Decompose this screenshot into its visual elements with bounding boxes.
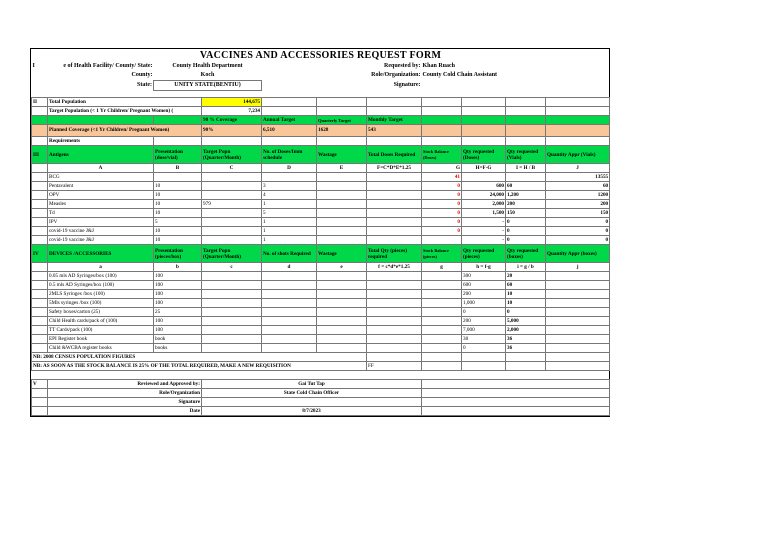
reviewed-value[interactable]: Gai Tut Tap xyxy=(202,380,422,389)
target-cell[interactable] xyxy=(202,326,262,335)
coverage-header: 90 % Coverage xyxy=(202,116,262,125)
column-header: Stock Balance (pieces) xyxy=(422,245,462,263)
total-doses-cell[interactable] xyxy=(367,182,422,191)
approval-signature-label: Signature xyxy=(48,398,202,407)
state-value[interactable]: UNITY STATE(BENTIU) xyxy=(154,81,262,91)
qty-boxes-cell[interactable]: 10 xyxy=(506,299,546,308)
qty-vials-cell[interactable]: 0 xyxy=(506,218,546,227)
target-cell[interactable] xyxy=(202,281,262,290)
wastage-cell[interactable] xyxy=(317,281,367,290)
doses-cell[interactable]: 1 xyxy=(262,236,317,245)
device-row xyxy=(32,335,610,344)
formula-cell: B xyxy=(154,164,202,173)
formula-cell: h = f-g xyxy=(462,263,506,272)
qty-approved-cell[interactable]: 13555 xyxy=(546,173,610,182)
shots-cell[interactable] xyxy=(262,317,317,326)
formula-cell: D xyxy=(262,164,317,173)
target-cell[interactable] xyxy=(202,227,262,236)
target-cell[interactable] xyxy=(202,209,262,218)
column-header: Qty requested (boxes) xyxy=(506,245,546,263)
row-spacer xyxy=(32,344,48,353)
shots-cell[interactable] xyxy=(262,290,317,299)
column-header: No. of Doses/Imm schedule xyxy=(262,146,317,164)
shots-cell[interactable] xyxy=(262,299,317,308)
wastage-cell[interactable] xyxy=(317,317,367,326)
section-marker: V xyxy=(32,380,48,389)
qty-pieces-cell[interactable]: 7,000 xyxy=(462,326,506,335)
role-value[interactable]: County Cold Chain Assistant xyxy=(422,72,498,79)
section-marker: I xyxy=(32,63,35,69)
requirements-label: Requirements xyxy=(48,137,154,146)
quarterly-target-header: Quarterly Target xyxy=(317,116,367,125)
qty-approved-cell[interactable] xyxy=(546,281,610,290)
total-population-label: Total Population xyxy=(48,98,202,107)
total-qty-cell[interactable] xyxy=(367,272,422,281)
approval-role-label: Role/Organization xyxy=(48,389,202,398)
qty-doses-cell[interactable] xyxy=(462,173,506,182)
qty-boxes-cell[interactable]: 36 xyxy=(506,344,546,353)
column-header: Qty requested (Doses) xyxy=(462,146,506,164)
stock-balance-cell[interactable] xyxy=(422,299,462,308)
row-spacer xyxy=(32,209,48,218)
row-spacer xyxy=(32,308,48,317)
antigen-row xyxy=(32,218,610,227)
role-label: Role/Organization: xyxy=(371,72,421,79)
quarterly-target-value[interactable]: 1628 xyxy=(317,125,367,137)
stock-balance-cell[interactable] xyxy=(422,317,462,326)
wastage-cell[interactable] xyxy=(317,209,367,218)
qty-doses-cell[interactable]: 600 xyxy=(462,182,506,191)
stock-balance-cell[interactable] xyxy=(422,272,462,281)
row-spacer xyxy=(32,326,48,335)
total-qty-cell[interactable] xyxy=(367,326,422,335)
doses-cell[interactable]: 1 xyxy=(262,227,317,236)
device-rows xyxy=(32,272,610,353)
qty-approved-cell[interactable] xyxy=(546,335,610,344)
annual-target-header: Annual Target xyxy=(262,116,317,125)
device-row xyxy=(32,308,610,317)
column-header: Qty requested (Vials) xyxy=(506,146,546,164)
formula-cell: g xyxy=(422,263,462,272)
column-header: Target Popn (Quarter/Month) xyxy=(202,245,262,263)
device-row xyxy=(32,281,610,290)
device-name: Child Health cards/pack of (100) xyxy=(48,317,154,326)
qty-approved-cell[interactable]: 0 xyxy=(546,218,610,227)
device-name: 2MLS Syringes /box (100) xyxy=(48,290,154,299)
total-qty-cell[interactable] xyxy=(367,290,422,299)
row-spacer xyxy=(32,317,48,326)
total-qty-cell[interactable] xyxy=(367,317,422,326)
qty-approved-cell[interactable] xyxy=(546,308,610,317)
facility-label: e of Health Facility/ County/ State: xyxy=(63,63,153,69)
total-qty-cell[interactable] xyxy=(367,344,422,353)
formula-cell: J xyxy=(546,164,610,173)
stock-balance-cell[interactable]: 0 xyxy=(422,182,462,191)
presentation-cell[interactable]: 100 xyxy=(154,290,202,299)
qty-vials-cell[interactable]: 200 xyxy=(506,200,546,209)
doses-cell[interactable]: 4 xyxy=(262,191,317,200)
monthly-target-value[interactable]: 543 xyxy=(367,125,422,137)
qty-doses-cell[interactable]: 1,500 xyxy=(462,209,506,218)
antigen-row xyxy=(32,227,610,236)
qty-vials-cell[interactable]: 0 xyxy=(506,236,546,245)
annual-target-value[interactable]: 6,510 xyxy=(262,125,317,137)
stock-balance-cell[interactable] xyxy=(422,308,462,317)
target-cell[interactable]: 979 xyxy=(202,200,262,209)
column-header: Wastage xyxy=(317,146,367,164)
formula-cell: I = H / B xyxy=(506,164,546,173)
stock-balance-cell[interactable] xyxy=(422,326,462,335)
presentation-cell[interactable]: 10 xyxy=(154,236,202,245)
planned-coverage-label: Planned Coverage (<1 Yr Children/ Pregnant Women) xyxy=(48,125,202,137)
approval-role-value[interactable]: State Cold Chain Officer xyxy=(202,389,422,398)
target-cell[interactable] xyxy=(202,335,262,344)
row-spacer xyxy=(32,281,48,290)
row-spacer xyxy=(32,299,48,308)
section-marker: II xyxy=(32,98,48,107)
antigen-name: covid-19 vaccine J&J xyxy=(48,227,154,236)
device-row xyxy=(32,326,610,335)
presentation-cell[interactable]: 25 xyxy=(154,308,202,317)
presentation-cell[interactable]: 100 xyxy=(154,299,202,308)
total-population-value[interactable]: 144,675 xyxy=(202,98,262,107)
qty-pieces-cell[interactable]: 0 xyxy=(462,308,506,317)
qty-boxes-cell[interactable]: 20 xyxy=(506,272,546,281)
antigen-row xyxy=(32,191,610,200)
presentation-cell[interactable]: 10 xyxy=(154,182,202,191)
signature-field[interactable] xyxy=(422,81,610,91)
total-doses-cell[interactable] xyxy=(367,209,422,218)
target-cell[interactable] xyxy=(202,182,262,191)
qty-doses-cell[interactable]: - xyxy=(462,236,506,245)
reviewed-label: Reviewed and Approved by: xyxy=(48,380,202,389)
qty-vials-cell[interactable]: 0 xyxy=(506,227,546,236)
column-header: Qty requested (pieces) xyxy=(462,245,506,263)
row-spacer xyxy=(32,182,48,191)
requisition-note-tail: FF xyxy=(367,362,422,371)
qty-boxes-cell[interactable]: 60 xyxy=(506,281,546,290)
approval-date-value[interactable]: 8/7/2023 xyxy=(202,407,422,416)
total-doses-cell[interactable] xyxy=(367,173,422,182)
formula-cell: j xyxy=(546,263,610,272)
qty-pieces-cell[interactable]: 300 xyxy=(462,272,506,281)
target-population-label: Target Population (< 1 Yr Children/ Pregnant Women) ( xyxy=(48,107,202,116)
formula-cell: F=C*D*E*1.25 xyxy=(367,164,422,173)
qty-approved-cell[interactable]: 60 xyxy=(546,182,610,191)
device-name: TT Cards/pack (100) xyxy=(48,326,154,335)
monthly-target-header: Monthly Target xyxy=(367,116,422,125)
qty-boxes-cell[interactable]: 10 xyxy=(506,290,546,299)
row-spacer xyxy=(32,218,48,227)
census-note: NB: 2008 CENSUS POPULATION FIGURES xyxy=(32,353,367,362)
approval-signature-field[interactable] xyxy=(202,398,422,407)
presentation-cell[interactable]: 10 xyxy=(154,191,202,200)
qty-pieces-cell[interactable]: 1,000 xyxy=(462,299,506,308)
state-label: State: xyxy=(137,82,152,88)
qty-vials-cell[interactable]: 150 xyxy=(506,209,546,218)
antigen-formula-row xyxy=(32,164,610,173)
device-name: 0.5 mls AD Syringes/box (100) xyxy=(48,281,154,290)
antigen-header-row xyxy=(32,146,610,164)
total-doses-cell[interactable] xyxy=(367,218,422,227)
total-doses-cell[interactable] xyxy=(367,191,422,200)
qty-doses-cell[interactable]: - xyxy=(462,218,506,227)
formula-cell: E xyxy=(317,164,367,173)
requisition-note: NB: AS SOON AS THE STOCK BALANCE IS 25% OF THE TOTAL REQUIRED, MAKE A NEW REQUISITION xyxy=(32,362,367,371)
wastage-cell[interactable] xyxy=(317,308,367,317)
qty-approved-cell[interactable] xyxy=(546,326,610,335)
column-header: Antigens xyxy=(48,146,154,164)
form-title: VACCINES AND ACCESSORIES REQUEST FORM xyxy=(199,50,442,61)
doses-cell[interactable]: 3 xyxy=(262,182,317,191)
stock-balance-cell[interactable] xyxy=(422,236,462,245)
target-cell[interactable] xyxy=(202,236,262,245)
column-header: Presentation (pieces/box) xyxy=(154,245,202,263)
stock-balance-cell[interactable]: 0 xyxy=(422,209,462,218)
formula-cell: e xyxy=(317,263,367,272)
wastage-cell[interactable] xyxy=(317,335,367,344)
shots-cell[interactable] xyxy=(262,281,317,290)
qty-approved-cell[interactable]: 0 xyxy=(546,227,610,236)
device-name: EPI Register book xyxy=(48,335,154,344)
requested-by-label: Requested by: xyxy=(383,63,421,69)
wastage-cell[interactable] xyxy=(317,173,367,182)
antigen-name: covid-19 vaccine J&J xyxy=(48,236,154,245)
qty-approved-cell[interactable]: 150 xyxy=(546,209,610,218)
target-population-value[interactable]: 7,234 xyxy=(202,107,262,116)
presentation-cell[interactable]: books xyxy=(154,344,202,353)
qty-approved-cell[interactable] xyxy=(546,272,610,281)
total-doses-cell[interactable] xyxy=(367,236,422,245)
antigen-name: Td xyxy=(48,209,154,218)
wastage-cell[interactable] xyxy=(317,299,367,308)
column-header: Stock Balance (Doses) xyxy=(422,146,462,164)
row-spacer xyxy=(32,227,48,236)
qty-approved-cell[interactable]: 0 xyxy=(546,236,610,245)
target-cell[interactable] xyxy=(202,299,262,308)
stock-balance-cell[interactable]: 0 xyxy=(422,200,462,209)
target-cell[interactable] xyxy=(202,317,262,326)
device-row xyxy=(32,272,610,281)
presentation-cell[interactable]: 5 xyxy=(154,218,202,227)
antigen-rows xyxy=(32,173,610,245)
form-table xyxy=(31,49,610,416)
target-cell[interactable] xyxy=(202,308,262,317)
county-label: County: xyxy=(131,72,153,79)
stock-balance-cell[interactable]: 0 xyxy=(422,218,462,227)
wastage-cell[interactable] xyxy=(317,218,367,227)
section-marker: III xyxy=(32,146,48,164)
antigen-row xyxy=(32,236,610,245)
planned-coverage-pct[interactable]: 90% xyxy=(202,125,262,137)
presentation-cell[interactable]: 100 xyxy=(154,272,202,281)
qty-boxes-cell[interactable]: 0 xyxy=(506,308,546,317)
qty-pieces-cell[interactable]: 200 xyxy=(462,317,506,326)
qty-approved-cell[interactable] xyxy=(546,344,610,353)
wastage-cell[interactable] xyxy=(317,200,367,209)
formula-cell: a xyxy=(48,263,154,272)
row-spacer xyxy=(32,236,48,245)
wastage-cell[interactable] xyxy=(317,344,367,353)
antigen-row xyxy=(32,173,610,182)
vaccine-request-form xyxy=(30,48,610,417)
qty-boxes-cell[interactable]: 36 xyxy=(506,335,546,344)
presentation-cell[interactable]: 10 xyxy=(154,209,202,218)
qty-vials-cell[interactable]: 60 xyxy=(506,182,546,191)
qty-pieces-cell[interactable]: 0 xyxy=(462,344,506,353)
total-doses-cell[interactable] xyxy=(367,227,422,236)
requested-by-value[interactable]: Khan Ruach xyxy=(422,63,456,69)
qty-approved-cell[interactable] xyxy=(546,290,610,299)
device-name: 5Mls syringes /box (100) xyxy=(48,299,154,308)
wastage-cell[interactable] xyxy=(317,326,367,335)
stock-balance-cell[interactable] xyxy=(422,335,462,344)
stock-balance-cell[interactable]: 0 xyxy=(422,227,462,236)
wastage-cell[interactable] xyxy=(317,191,367,200)
antigen-name: BCG xyxy=(48,173,154,182)
shots-cell[interactable] xyxy=(262,326,317,335)
presentation-cell[interactable]: 10 xyxy=(154,200,202,209)
qty-boxes-cell[interactable]: 2,000 xyxy=(506,326,546,335)
stock-balance-cell[interactable]: 0 xyxy=(422,191,462,200)
shots-cell[interactable] xyxy=(262,308,317,317)
presentation-cell[interactable] xyxy=(154,173,202,182)
device-name: Safety boxes/carton (25) xyxy=(48,308,154,317)
device-name: 0.05 mls AD Syringes/box (100) xyxy=(48,272,154,281)
doses-cell[interactable]: 1 xyxy=(262,218,317,227)
row-spacer xyxy=(32,173,48,182)
antigen-name: Pentavalent xyxy=(48,182,154,191)
presentation-cell[interactable]: 100 xyxy=(154,317,202,326)
column-header: Total Qty (pieces) required xyxy=(367,245,422,263)
qty-vials-cell[interactable]: 1,200 xyxy=(506,191,546,200)
doses-cell[interactable] xyxy=(262,173,317,182)
approval-date-label: Date xyxy=(48,407,202,416)
stock-balance-cell[interactable]: 41 xyxy=(422,173,462,182)
total-qty-cell[interactable] xyxy=(367,299,422,308)
total-qty-cell[interactable] xyxy=(367,281,422,290)
qty-approved-cell[interactable]: 200 xyxy=(546,200,610,209)
row-spacer xyxy=(32,191,48,200)
total-doses-cell[interactable] xyxy=(367,200,422,209)
antigen-row xyxy=(32,200,610,209)
wastage-cell[interactable] xyxy=(317,182,367,191)
qty-approved-cell[interactable]: 1200 xyxy=(546,191,610,200)
stock-balance-cell[interactable] xyxy=(422,290,462,299)
device-header-row xyxy=(32,245,610,263)
qty-doses-cell[interactable]: 24,000 xyxy=(462,191,506,200)
signature-label: Signature: xyxy=(393,82,421,88)
formula-cell: d xyxy=(262,263,317,272)
column-header: Presentation (dose/vial) xyxy=(154,146,202,164)
qty-vials-cell[interactable] xyxy=(506,173,546,182)
qty-doses-cell[interactable]: - xyxy=(462,227,506,236)
total-qty-cell[interactable] xyxy=(367,308,422,317)
shots-cell[interactable] xyxy=(262,335,317,344)
formula-cell: G xyxy=(422,164,462,173)
qty-pieces-cell[interactable]: 30 xyxy=(462,335,506,344)
stock-balance-cell[interactable] xyxy=(422,281,462,290)
stock-balance-cell[interactable] xyxy=(422,344,462,353)
county-value[interactable]: Koch xyxy=(200,72,215,78)
device-row xyxy=(32,299,610,308)
facility-value[interactable]: County Health Department xyxy=(172,63,243,69)
formula-cell: H=F-G xyxy=(462,164,506,173)
total-qty-cell[interactable] xyxy=(367,335,422,344)
section-marker: IV xyxy=(32,245,48,263)
row-spacer xyxy=(32,272,48,281)
formula-cell: f = c*d*e*1.25 xyxy=(367,263,422,272)
wastage-cell[interactable] xyxy=(317,272,367,281)
target-cell[interactable] xyxy=(202,191,262,200)
formula-cell: c xyxy=(202,263,262,272)
presentation-cell[interactable]: 10 xyxy=(154,227,202,236)
target-cell[interactable] xyxy=(202,290,262,299)
qty-doses-cell[interactable]: 2,000 xyxy=(462,200,506,209)
column-header: Quantity Appr (boxes) xyxy=(546,245,610,263)
device-row xyxy=(32,290,610,299)
formula-cell: b xyxy=(154,263,202,272)
qty-pieces-cell[interactable]: 600 xyxy=(462,281,506,290)
doses-cell[interactable]: 1 xyxy=(262,200,317,209)
qty-boxes-cell[interactable]: 5,000 xyxy=(506,317,546,326)
column-header: Quantity Appr (Vials) xyxy=(546,146,610,164)
wastage-cell[interactable] xyxy=(317,236,367,245)
antigen-name: Measles xyxy=(48,200,154,209)
formula-cell: A xyxy=(48,164,154,173)
device-name: Child &WCBA register books xyxy=(48,344,154,353)
presentation-cell[interactable]: 100 xyxy=(154,326,202,335)
device-formula-row xyxy=(32,263,610,272)
target-cell[interactable] xyxy=(202,218,262,227)
antigen-row xyxy=(32,182,610,191)
wastage-cell[interactable] xyxy=(317,290,367,299)
column-header: Target Popn (Quarter/Month) xyxy=(202,146,262,164)
shots-cell[interactable] xyxy=(262,272,317,281)
wastage-cell[interactable] xyxy=(317,227,367,236)
antigen-name: OPV xyxy=(48,191,154,200)
column-header: DEVICES /ACCESSORIES xyxy=(48,245,154,263)
row-spacer xyxy=(32,200,48,209)
antigen-name: IPV xyxy=(48,218,154,227)
target-cell[interactable] xyxy=(202,344,262,353)
shots-cell[interactable] xyxy=(262,344,317,353)
qty-approved-cell[interactable] xyxy=(546,299,610,308)
target-cell[interactable] xyxy=(202,173,262,182)
qty-approved-cell[interactable] xyxy=(546,317,610,326)
doses-cell[interactable]: 5 xyxy=(262,209,317,218)
target-cell[interactable] xyxy=(202,272,262,281)
column-header: No. of shots Required xyxy=(262,245,317,263)
formula-cell: C xyxy=(202,164,262,173)
row-spacer xyxy=(32,290,48,299)
formula-cell: i = g / b xyxy=(506,263,546,272)
presentation-cell[interactable]: 100 xyxy=(154,281,202,290)
presentation-cell[interactable]: book xyxy=(154,335,202,344)
column-header: Wastage xyxy=(317,245,367,263)
row-spacer xyxy=(32,335,48,344)
antigen-row xyxy=(32,209,610,218)
column-header: Total Doses Required xyxy=(367,146,422,164)
qty-pieces-cell[interactable]: 200 xyxy=(462,290,506,299)
device-row xyxy=(32,317,610,326)
device-row xyxy=(32,344,610,353)
